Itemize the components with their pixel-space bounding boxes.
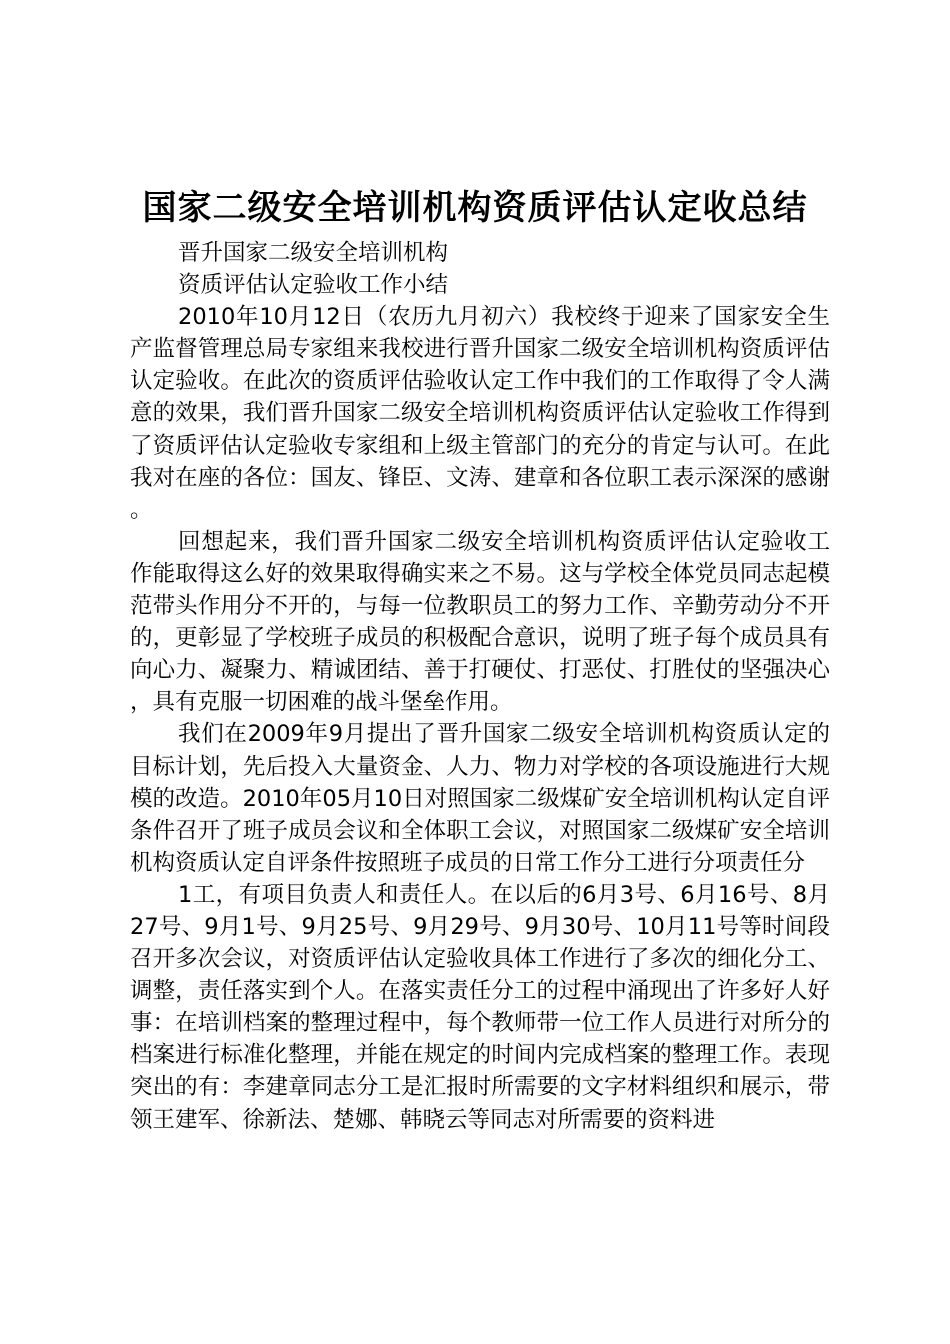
paragraph: 2010年10月12日（农历九月初六）我校终于迎来了国家安全生产监督管理总局专家组来我校进行晋升国家二级安全培训机构资质评估认定验收。在此次的资质评估验收认定工作中我们的工作取得了令人满意的效果，我们晋升国家二级安全培训机构资质评估认定验收工作得到了资质评估认定验收专家组和上级主管部门的充分的肯定与认可。在此我对在座的各位：国友、锋臣、文涛、建章和各位职工表示深深的感谢。 bbox=[130, 304, 830, 523]
document-title: 国家二级安全培训机构资质评估认定收总结 bbox=[142, 188, 808, 228]
paragraph: 回想起来，我们晋升国家二级安全培训机构资质评估认定验收工作能取得这么好的效果取得确实来之不易。这与学校全体党员同志起模范带头作用分不开的，与每一位教职员工的努力工作、辛勤劳动分不开的，更彰显了学校班子成员的积极配合意识，说明了班子每个成员具有向心力、凝聚力、精诚团结、善于打硬仗、打恶仗、打胜仗的坚强决心，具有克服一切困难的战斗堡垒作用。 bbox=[130, 528, 830, 716]
paragraph: 1工，有项目负责人和责任人。在以后的6月3号、6月16号、8月27号、9月1号、9月25号、9月29号、9月30号、10月11号等时间段召开多次会议，对资质评估认定验收具体工作进行了多次的细化分工、调整，责任落实到个人。在落实责任分工的过程中涌现出了许多好人好事：在培训档案的整理过程中，每个教师带一位工作人员进行对所分的档案进行标准化整理，并能在规定的时间内完成档案的整理工作。表现突出的有：李建章同志分工是汇报时所需要的文字材料组织和展示，带领王建军、徐新法、楚娜、韩晓云等同志对所需要的资料进 bbox=[130, 881, 830, 1133]
paragraph: 我们在2009年9月提出了晋升国家二级安全培训机构资质认定的目标计划，先后投入大量资金、人力、物力对学校的各项设施进行大规模的改造。2010年05月10日对照国家二级煤矿安全培训机构认定自评条件召开了班子成员会议和全体职工会议，对照国家二级煤矿安全培训机构资质认定自评条件按照班子成员的日常工作分工进行分项责任分 bbox=[130, 721, 830, 876]
document-body bbox=[130, 237, 830, 1136]
subtitle-line: 晋升国家二级安全培训机构 bbox=[178, 240, 449, 266]
subtitle-line: 资质评估认定验收工作小结 bbox=[178, 272, 449, 299]
